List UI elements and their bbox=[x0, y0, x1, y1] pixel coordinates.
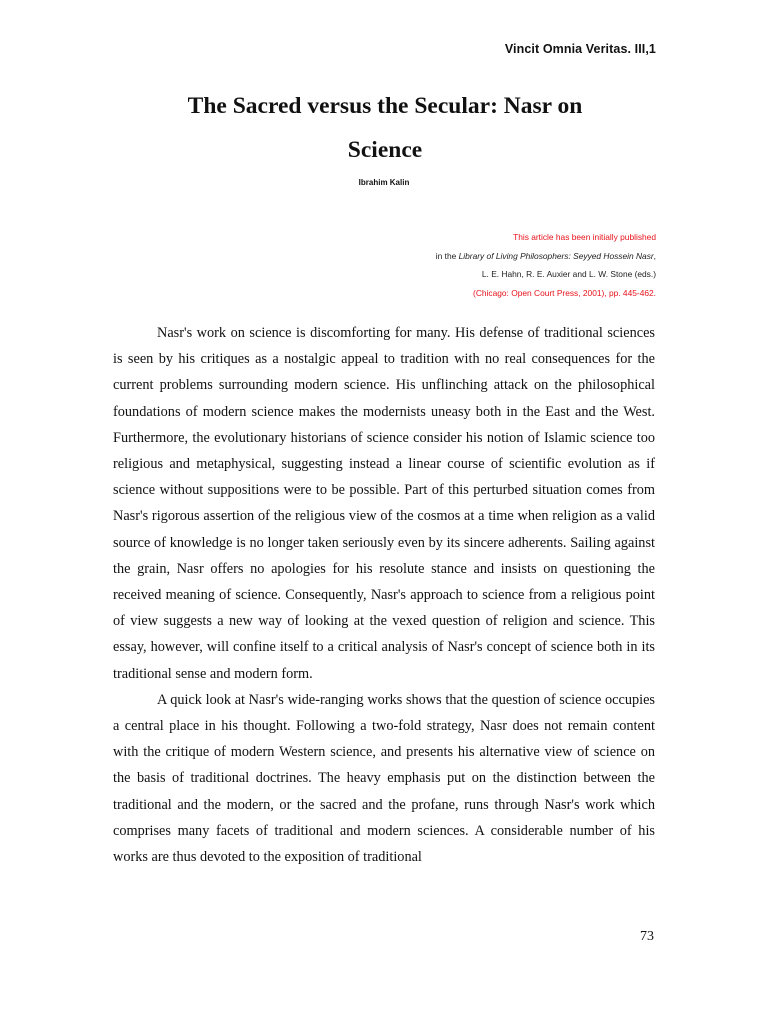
publication-note-line-1: This article has been initially published bbox=[513, 232, 656, 242]
publication-note-line-4: (Chicago: Open Court Press, 2001), pp. 445-462. bbox=[473, 287, 656, 298]
publication-note bbox=[436, 228, 656, 302]
publication-note-prefix: in the bbox=[435, 250, 459, 261]
body-paragraph-1: Nasr's work on science is discomforting for many. His defense of traditional sciences is seen by his critiques as a nostalgic appeal to tradition with no real consequences for the current problems surrounding modern science. His unflinching attack on the philosophical foundations of modern science makes the modernists uneasy both in the East and the West. Furthermore, the evolutionary historians of science consider his notion of Islamic science too religious and metaphysical, suggesting instead a linear course of scientific evolution as if science without suppositions were to be possible. Part of this perturbed situation comes from Nasr's rigorous assertion of the religious view of the cosmos at a time when religion as a valid source of knowledge is no longer taken seriously even by its sincere adherents. Sailing against the grain, Nasr offers no apologies for his resolute stance and insists on questioning the received meaning of science. Consequently, Nasr's approach to science from a religious point of view suggests a new way of looking at the vexed question of religion and science. This essay, however, will confine itself to a critical analysis of Nasr's concept of science both in its traditional sense and modern form. bbox=[113, 325, 655, 682]
publication-note-line-2 bbox=[436, 247, 656, 266]
article-body bbox=[113, 320, 655, 870]
page-number: 73 bbox=[640, 929, 654, 944]
publication-note-series-title: Library of Living Philosophers: Seyyed Hossein Nasr bbox=[458, 250, 654, 261]
body-paragraph-2: A quick look at Nasr's wide-ranging works shows that the question of science occupies a central place in his thought. Following a two-fold strategy, Nasr does not remain content with the critique of modern Western science, and presents his alternative view of science on the basis of traditional doctrines. The heavy emphasis put on the distinction between the traditional and the modern, or the sacred and the profane, runs through Nasr's work which comprises many facets of traditional and modern sciences. A considerable number of his works are thus devoted to the exposition of traditional bbox=[113, 691, 655, 866]
publication-note-suffix: , bbox=[653, 250, 656, 261]
author-name: Ibrahim Kalin bbox=[358, 178, 410, 187]
article-title: The Sacred versus the Secular: Nasr on Science bbox=[187, 93, 583, 163]
publication-note-line-3: L. E. Hahn, R. E. Auxier and L. W. Stone (eds.) bbox=[481, 269, 656, 279]
running-head: Vincit Omnia Veritas. III,1 bbox=[504, 42, 656, 56]
